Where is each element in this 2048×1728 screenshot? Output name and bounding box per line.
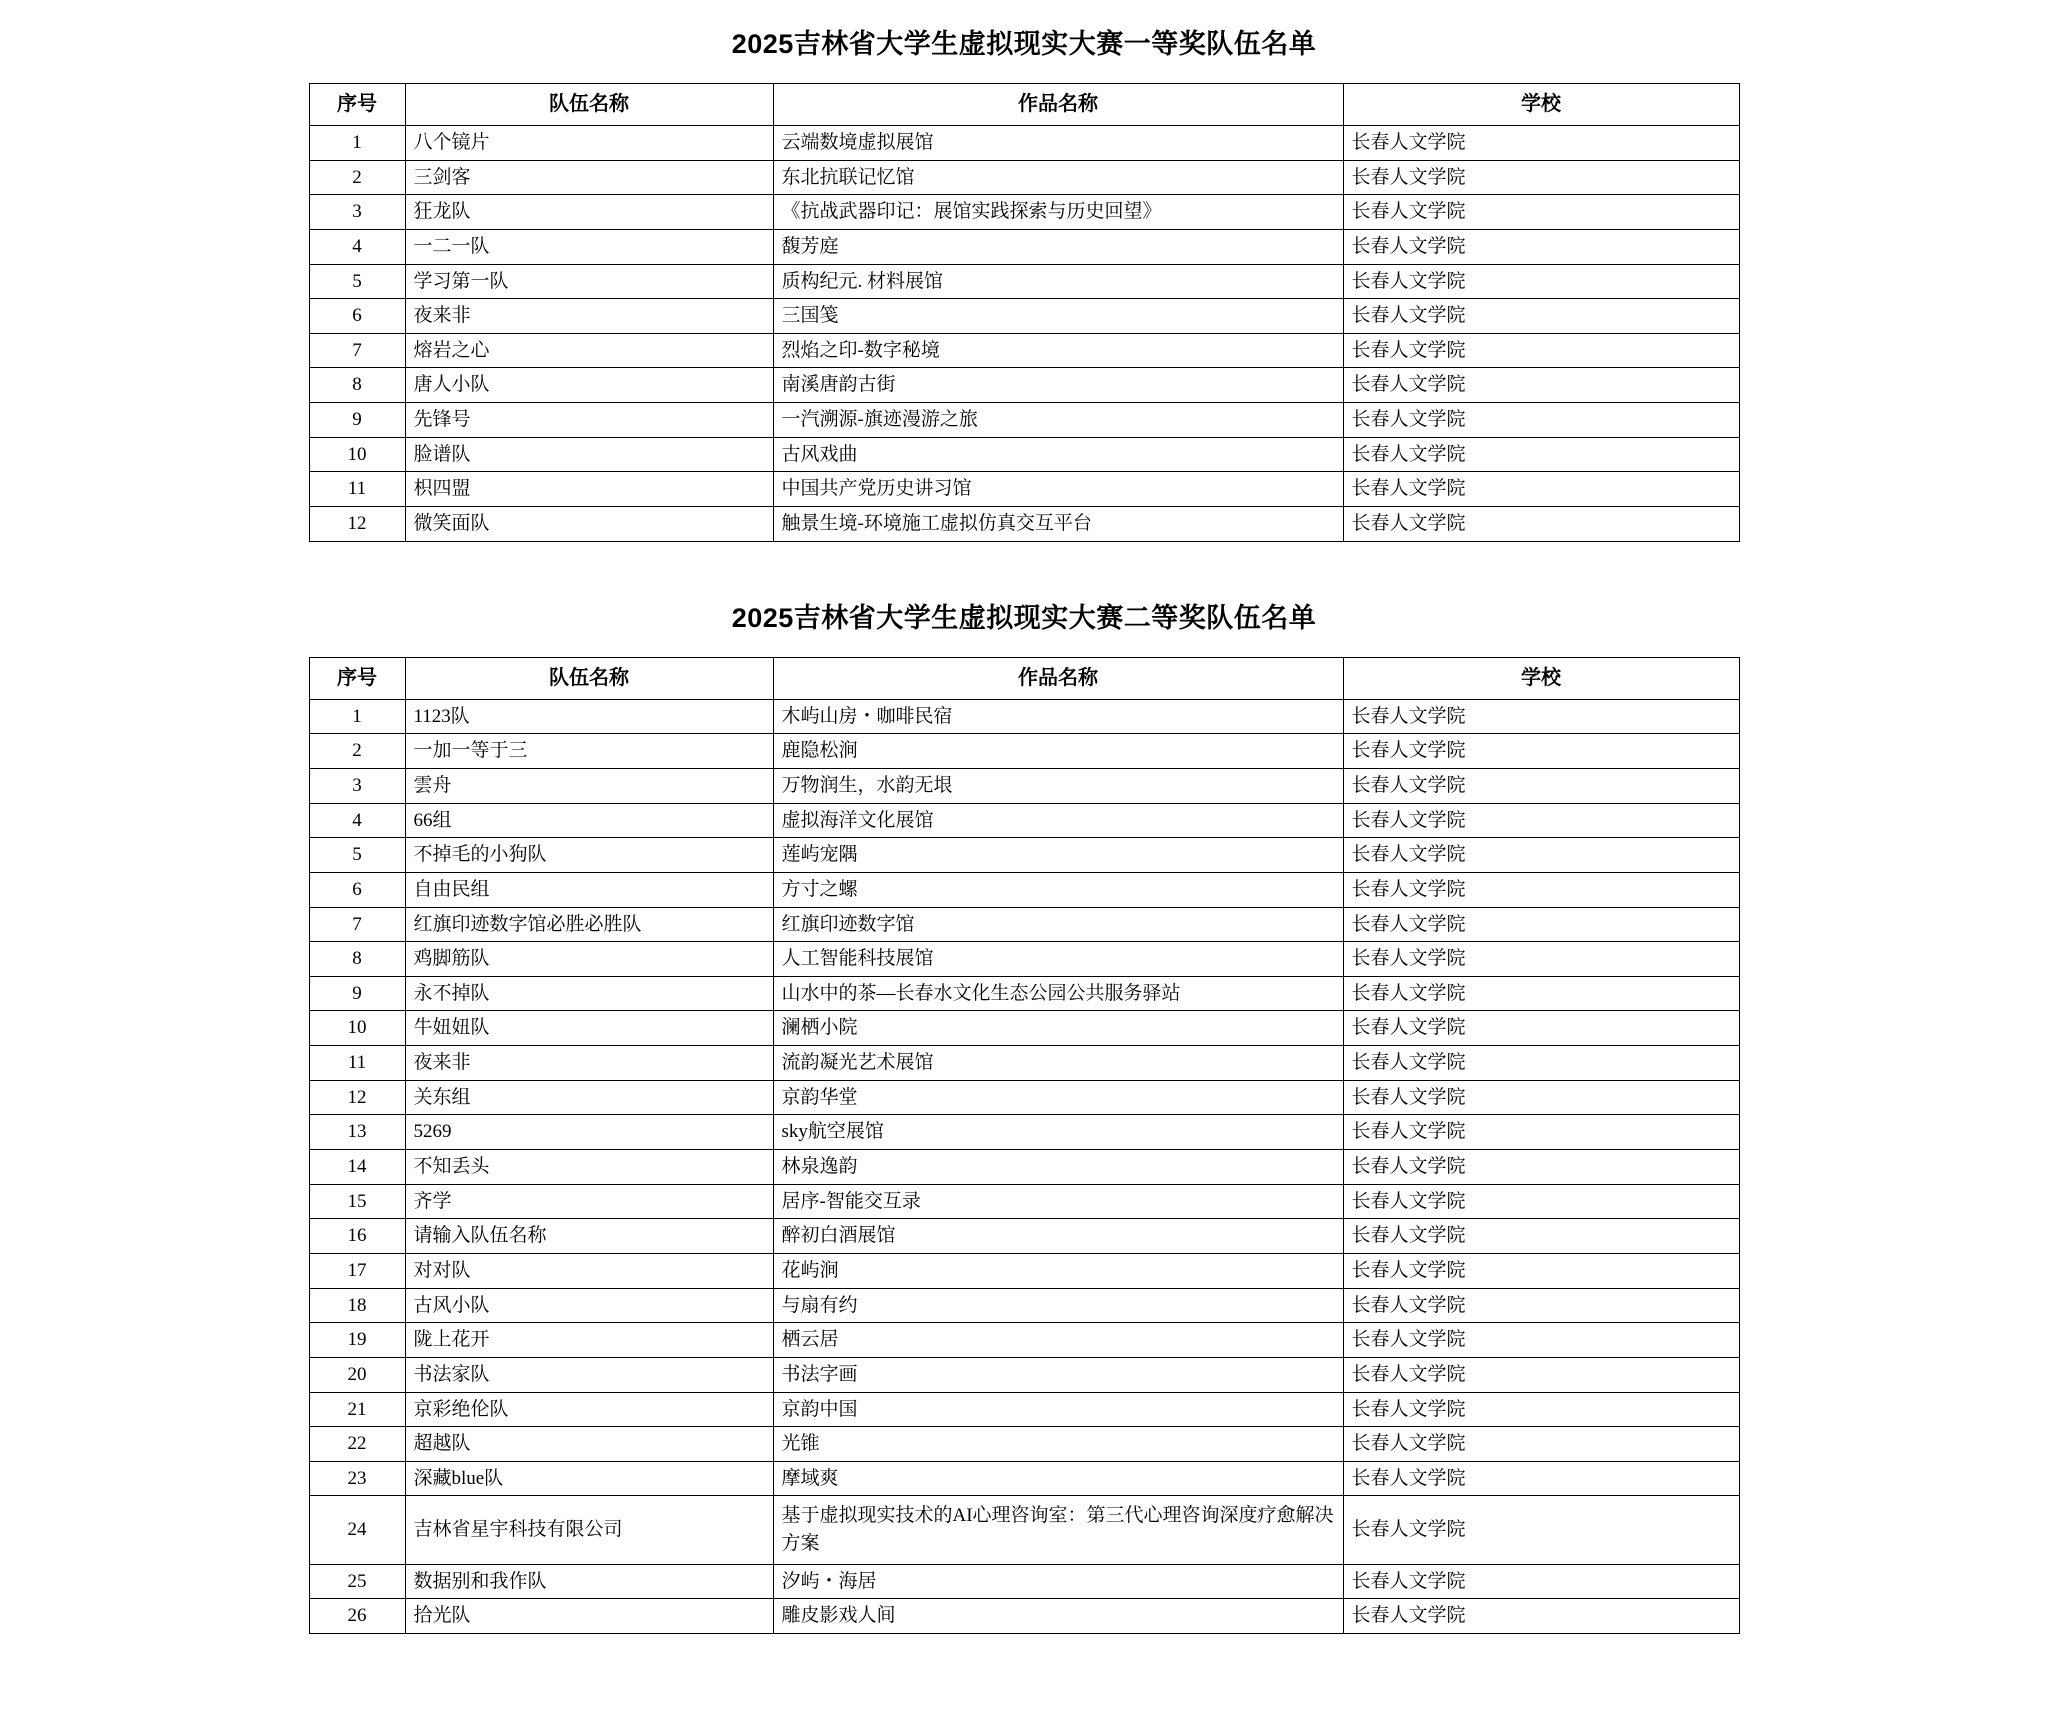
cell-school: 长春人文学院 (1343, 160, 1739, 195)
cell-work: 质构纪元. 材料展馆 (773, 264, 1343, 299)
table-row (309, 507, 1739, 542)
cell-work: 居序-智能交互录 (773, 1184, 1343, 1219)
cell-team: 1123队 (405, 699, 773, 734)
cell-team: 数据别和我作队 (405, 1564, 773, 1599)
table-header-row (309, 84, 1739, 126)
table-row (309, 333, 1739, 368)
cell-index: 4 (309, 229, 405, 264)
cell-work: 中国共产党历史讲习馆 (773, 472, 1343, 507)
cell-team: 脸谱队 (405, 437, 773, 472)
cell-team: 自由民组 (405, 872, 773, 907)
cell-index: 10 (309, 437, 405, 472)
cell-school: 长春人文学院 (1343, 1564, 1739, 1599)
cell-index: 3 (309, 768, 405, 803)
cell-school: 长春人文学院 (1343, 838, 1739, 873)
table-row (309, 1599, 1739, 1634)
cell-index: 9 (309, 976, 405, 1011)
cell-work: 三国笺 (773, 299, 1343, 334)
cell-school: 长春人文学院 (1343, 1253, 1739, 1288)
table-row (309, 942, 1739, 977)
table-header-row (309, 657, 1739, 699)
table-row (309, 699, 1739, 734)
cell-school: 长春人文学院 (1343, 872, 1739, 907)
cell-work: 古风戏曲 (773, 437, 1343, 472)
cell-school: 长春人文学院 (1343, 1150, 1739, 1185)
cell-school: 长春人文学院 (1343, 264, 1739, 299)
cell-school: 长春人文学院 (1343, 1115, 1739, 1150)
column-header-work: 作品名称 (773, 84, 1343, 126)
table-row (309, 838, 1739, 873)
table-row (309, 976, 1739, 1011)
cell-index: 17 (309, 1253, 405, 1288)
cell-team: 夜来非 (405, 299, 773, 334)
cell-school: 长春人文学院 (1343, 768, 1739, 803)
cell-index: 25 (309, 1564, 405, 1599)
table-row (309, 403, 1739, 438)
cell-team: 吉林省星宇科技有限公司 (405, 1496, 773, 1564)
table-row (309, 1564, 1739, 1599)
table-row (309, 1461, 1739, 1496)
cell-work: 花屿涧 (773, 1253, 1343, 1288)
cell-work: 方寸之螺 (773, 872, 1343, 907)
column-header-index: 序号 (309, 84, 405, 126)
table-row (309, 299, 1739, 334)
cell-team: 牛妞妞队 (405, 1011, 773, 1046)
cell-work: 人工智能科技展馆 (773, 942, 1343, 977)
cell-work: 京韵中国 (773, 1392, 1343, 1427)
cell-work: 林泉逸韵 (773, 1150, 1343, 1185)
cell-index: 20 (309, 1357, 405, 1392)
cell-school: 长春人文学院 (1343, 734, 1739, 769)
cell-index: 1 (309, 699, 405, 734)
cell-work: 醉初白酒展馆 (773, 1219, 1343, 1254)
cell-index: 8 (309, 942, 405, 977)
cell-index: 4 (309, 803, 405, 838)
cell-school: 长春人文学院 (1343, 1599, 1739, 1634)
cell-team: 古风小队 (405, 1288, 773, 1323)
cell-index: 8 (309, 368, 405, 403)
table-row (309, 803, 1739, 838)
section-title-first-prize: 2025吉林省大学生虚拟现实大赛一等奖队伍名单 (731, 29, 1317, 59)
cell-school: 长春人文学院 (1343, 368, 1739, 403)
cell-index: 19 (309, 1323, 405, 1358)
cell-work: 馥芳庭 (773, 229, 1343, 264)
cell-team: 微笑面队 (405, 507, 773, 542)
cell-index: 12 (309, 507, 405, 542)
column-header-index: 序号 (309, 657, 405, 699)
cell-team: 八个镜片 (405, 126, 773, 161)
cell-team: 关东组 (405, 1080, 773, 1115)
cell-school: 长春人文学院 (1343, 699, 1739, 734)
cell-team: 66组 (405, 803, 773, 838)
cell-index: 9 (309, 403, 405, 438)
cell-work: 红旗印迹数字馆 (773, 907, 1343, 942)
cell-team: 不知丢头 (405, 1150, 773, 1185)
section-title-second-prize: 2025吉林省大学生虚拟现实大赛二等奖队伍名单 (731, 602, 1317, 633)
cell-index: 1 (309, 126, 405, 161)
cell-team: 拾光队 (405, 1599, 773, 1634)
cell-school: 长春人文学院 (1343, 1496, 1739, 1564)
table-row (309, 1011, 1739, 1046)
cell-school: 长春人文学院 (1343, 1046, 1739, 1081)
cell-school: 长春人文学院 (1343, 1011, 1739, 1046)
cell-team: 永不掉队 (405, 976, 773, 1011)
cell-work: 京韵华堂 (773, 1080, 1343, 1115)
cell-team: 请输入队伍名称 (405, 1219, 773, 1254)
table-row (309, 734, 1739, 769)
table-row (309, 1323, 1739, 1358)
cell-work: 云端数境虚拟展馆 (773, 126, 1343, 161)
table-row (309, 1392, 1739, 1427)
table-row (309, 264, 1739, 299)
cell-index: 11 (309, 1046, 405, 1081)
cell-team: 齐学 (405, 1184, 773, 1219)
cell-school: 长春人文学院 (1343, 1427, 1739, 1462)
cell-team: 先锋号 (405, 403, 773, 438)
cell-work: 木屿山房・咖啡民宿 (773, 699, 1343, 734)
cell-index: 2 (309, 734, 405, 769)
table-row (309, 195, 1739, 230)
cell-work: 一汽溯源-旗迹漫游之旅 (773, 403, 1343, 438)
cell-team: 夜来非 (405, 1046, 773, 1081)
cell-work: 雕皮影戏人间 (773, 1599, 1343, 1634)
cell-school: 长春人文学院 (1343, 1323, 1739, 1358)
table-row (309, 1115, 1739, 1150)
cell-school: 长春人文学院 (1343, 195, 1739, 230)
cell-work: 鹿隐松涧 (773, 734, 1343, 769)
cell-school: 长春人文学院 (1343, 299, 1739, 334)
cell-index: 5 (309, 264, 405, 299)
table-row (309, 872, 1739, 907)
cell-index: 21 (309, 1392, 405, 1427)
cell-index: 13 (309, 1115, 405, 1150)
table-row (309, 472, 1739, 507)
cell-team: 陇上花开 (405, 1323, 773, 1358)
table-row (309, 437, 1739, 472)
cell-index: 24 (309, 1496, 405, 1564)
cell-team: 学习第一队 (405, 264, 773, 299)
cell-team: 一二一队 (405, 229, 773, 264)
cell-index: 26 (309, 1599, 405, 1634)
table-row (309, 229, 1739, 264)
cell-school: 长春人文学院 (1343, 333, 1739, 368)
cell-index: 18 (309, 1288, 405, 1323)
cell-team: 超越队 (405, 1427, 773, 1462)
cell-index: 22 (309, 1427, 405, 1462)
cell-team: 5269 (405, 1115, 773, 1150)
table-row (309, 1150, 1739, 1185)
cell-work: 摩域爽 (773, 1461, 1343, 1496)
cell-school: 长春人文学院 (1343, 1288, 1739, 1323)
cell-work: 万物润生，水韵无垠 (773, 768, 1343, 803)
cell-school: 长春人文学院 (1343, 437, 1739, 472)
cell-index: 5 (309, 838, 405, 873)
table-row (309, 368, 1739, 403)
cell-school: 长春人文学院 (1343, 803, 1739, 838)
cell-team: 不掉毛的小狗队 (405, 838, 773, 873)
cell-school: 长春人文学院 (1343, 403, 1739, 438)
cell-team: 鸡脚筋队 (405, 942, 773, 977)
table-row (309, 126, 1739, 161)
second-prize-table (309, 657, 1740, 1634)
cell-school: 长春人文学院 (1343, 229, 1739, 264)
cell-school: 长春人文学院 (1343, 472, 1739, 507)
table-row (309, 1496, 1739, 1564)
column-header-school: 学校 (1343, 657, 1739, 699)
table-row (309, 1357, 1739, 1392)
cell-index: 23 (309, 1461, 405, 1496)
cell-team: 一加一等于三 (405, 734, 773, 769)
cell-work: 烈焰之印-数字秘境 (773, 333, 1343, 368)
column-header-work: 作品名称 (773, 657, 1343, 699)
section-second-prize (174, 596, 1874, 1634)
cell-work: sky航空展馆 (773, 1115, 1343, 1150)
cell-team: 熔岩之心 (405, 333, 773, 368)
cell-team: 对对队 (405, 1253, 773, 1288)
cell-index: 14 (309, 1150, 405, 1185)
cell-school: 长春人文学院 (1343, 1461, 1739, 1496)
cell-index: 2 (309, 160, 405, 195)
cell-school: 长春人文学院 (1343, 1184, 1739, 1219)
section-first-prize (174, 22, 1874, 542)
cell-work: 澜栖小院 (773, 1011, 1343, 1046)
cell-index: 6 (309, 299, 405, 334)
cell-team: 唐人小队 (405, 368, 773, 403)
cell-index: 12 (309, 1080, 405, 1115)
cell-index: 10 (309, 1011, 405, 1046)
cell-school: 长春人文学院 (1343, 942, 1739, 977)
cell-index: 15 (309, 1184, 405, 1219)
cell-work: 东北抗联记忆馆 (773, 160, 1343, 195)
cell-team: 红旗印迹数字馆必胜必胜队 (405, 907, 773, 942)
cell-team: 深藏blue队 (405, 1461, 773, 1496)
table-row (309, 1427, 1739, 1462)
cell-school: 长春人文学院 (1343, 907, 1739, 942)
cell-team: 雲舟 (405, 768, 773, 803)
cell-index: 11 (309, 472, 405, 507)
cell-work: 与扇有约 (773, 1288, 1343, 1323)
cell-work: 光锥 (773, 1427, 1343, 1462)
table-row (309, 1253, 1739, 1288)
table-row (309, 1080, 1739, 1115)
column-header-school: 学校 (1343, 84, 1739, 126)
table-row (309, 768, 1739, 803)
column-header-team: 队伍名称 (405, 657, 773, 699)
table-row (309, 160, 1739, 195)
table-row (309, 1046, 1739, 1081)
cell-work: 《抗战武器印记：展馆实践探索与历史回望》 (773, 195, 1343, 230)
cell-work: 触景生境-环境施工虚拟仿真交互平台 (773, 507, 1343, 542)
cell-school: 长春人文学院 (1343, 507, 1739, 542)
cell-work: 虚拟海洋文化展馆 (773, 803, 1343, 838)
cell-work: 基于虚拟现实技术的AI心理咨询室：第三代心理咨询深度疗愈解决方案 (773, 1496, 1343, 1564)
cell-index: 3 (309, 195, 405, 230)
cell-work: 栖云居 (773, 1323, 1343, 1358)
cell-school: 长春人文学院 (1343, 976, 1739, 1011)
table-row (309, 1184, 1739, 1219)
cell-work: 流韵凝光艺术展馆 (773, 1046, 1343, 1081)
cell-work: 莲屿宠隅 (773, 838, 1343, 873)
cell-school: 长春人文学院 (1343, 126, 1739, 161)
first-prize-table (309, 83, 1740, 542)
cell-work: 书法字画 (773, 1357, 1343, 1392)
cell-team: 枳四盟 (405, 472, 773, 507)
cell-work: 南溪唐韵古街 (773, 368, 1343, 403)
table-row (309, 907, 1739, 942)
cell-work: 汐屿・海居 (773, 1564, 1343, 1599)
cell-work: 山水中的茶—长春水文化生态公园公共服务驿站 (773, 976, 1343, 1011)
document-sheet (174, 22, 1874, 1634)
cell-team: 京彩绝伦队 (405, 1392, 773, 1427)
table-row (309, 1288, 1739, 1323)
column-header-team: 队伍名称 (405, 84, 773, 126)
cell-team: 三剑客 (405, 160, 773, 195)
cell-index: 7 (309, 907, 405, 942)
cell-index: 6 (309, 872, 405, 907)
cell-school: 长春人文学院 (1343, 1219, 1739, 1254)
cell-school: 长春人文学院 (1343, 1392, 1739, 1427)
cell-school: 长春人文学院 (1343, 1357, 1739, 1392)
cell-team: 狂龙队 (405, 195, 773, 230)
cell-index: 16 (309, 1219, 405, 1254)
table-row (309, 1219, 1739, 1254)
cell-index: 7 (309, 333, 405, 368)
cell-team: 书法家队 (405, 1357, 773, 1392)
cell-school: 长春人文学院 (1343, 1080, 1739, 1115)
